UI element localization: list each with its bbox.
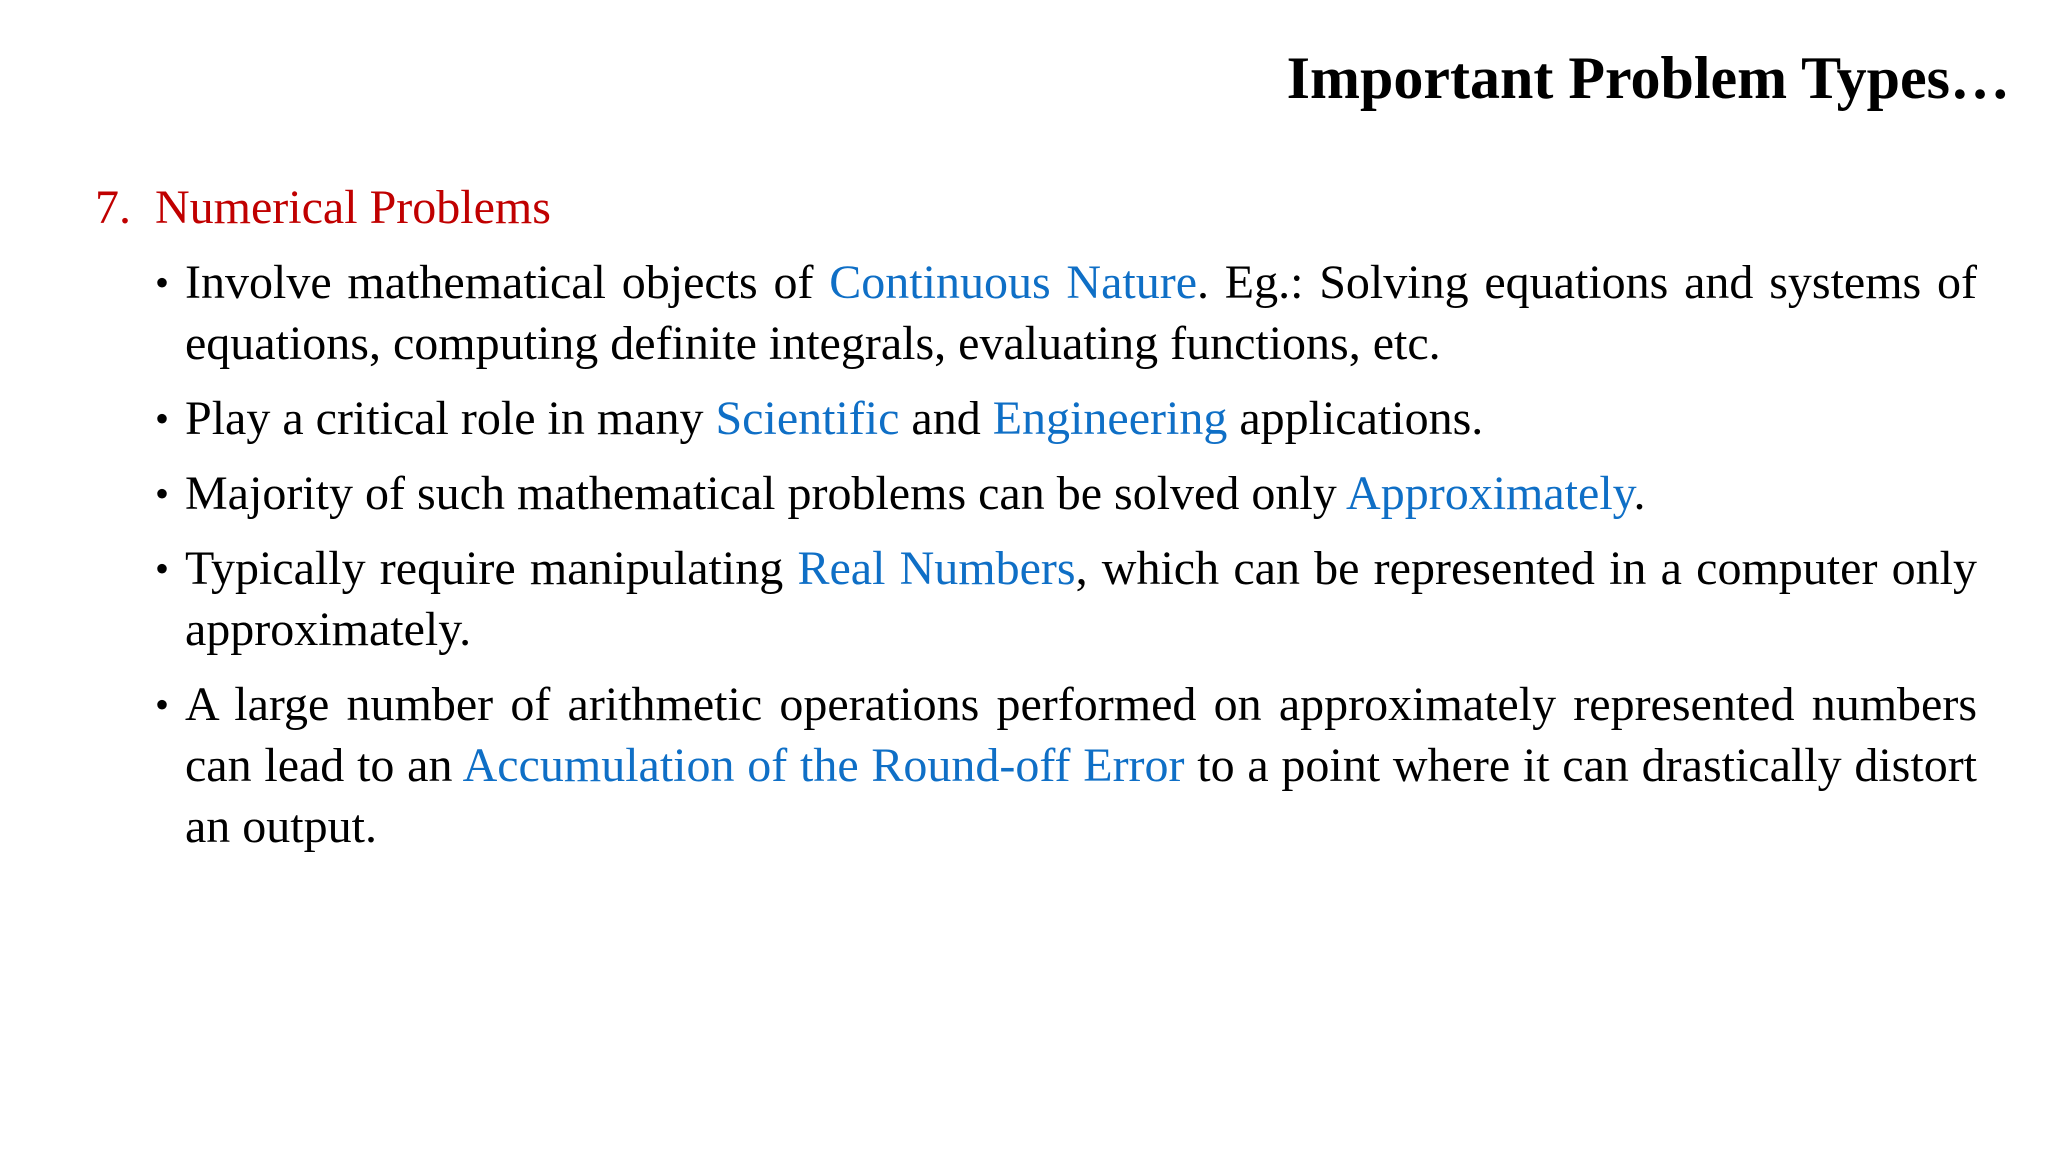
bullet-item-approximately xyxy=(155,463,1977,524)
slide-title: Important Problem Types… xyxy=(1286,45,2010,111)
bullet-marker: • xyxy=(155,260,170,305)
highlight-term: Approximately xyxy=(1346,467,1634,520)
highlight-term: Real Numbers xyxy=(797,542,1076,595)
bullet-text: to a point where it can drastically distort an output. xyxy=(185,739,1978,853)
bullet-marker: • xyxy=(155,682,170,727)
bullet-text: , which can be represented in a computer only approximately. xyxy=(185,542,1977,656)
bullet-text: . xyxy=(1633,467,1646,520)
bullet-marker: • xyxy=(155,546,170,591)
bullet-text: Typically require manipulating xyxy=(185,542,798,595)
bullet-marker: • xyxy=(155,471,170,516)
section-heading-text: Numerical Problems xyxy=(155,181,551,234)
bullet-item-real-numbers xyxy=(155,538,1977,660)
highlight-term: Continuous Nature xyxy=(829,256,1197,309)
bullet-text: applications. xyxy=(1227,392,1484,445)
bullet-item-round-off-error xyxy=(155,674,1977,857)
bullet-item-scientific-engineering xyxy=(155,388,1977,449)
bullet-text: . Eg.: Solving equations and systems of equations, computing definite integrals, evaluating functions, etc. xyxy=(185,256,1977,370)
highlight-term: Engineering xyxy=(992,392,1228,445)
bullet-item-continuous-nature xyxy=(155,252,1977,374)
bullet-text: Play a critical role in many xyxy=(185,392,716,445)
highlight-term: Accumulation of the Round-off Error xyxy=(462,739,1185,792)
bullet-text: Involve mathematical objects of xyxy=(185,256,830,309)
section-heading xyxy=(95,178,551,238)
bullet-text: and xyxy=(899,392,993,445)
bullet-marker: • xyxy=(155,396,170,441)
bullet-list xyxy=(155,252,1977,871)
bullet-text: A large number of arithmetic operations performed on approximately represented numbers can lead to an xyxy=(185,678,1977,792)
highlight-term: Scientific xyxy=(715,392,900,445)
bullet-text: Majority of such mathematical problems can be solved only xyxy=(185,467,1347,520)
section-number: 7. xyxy=(95,181,131,234)
